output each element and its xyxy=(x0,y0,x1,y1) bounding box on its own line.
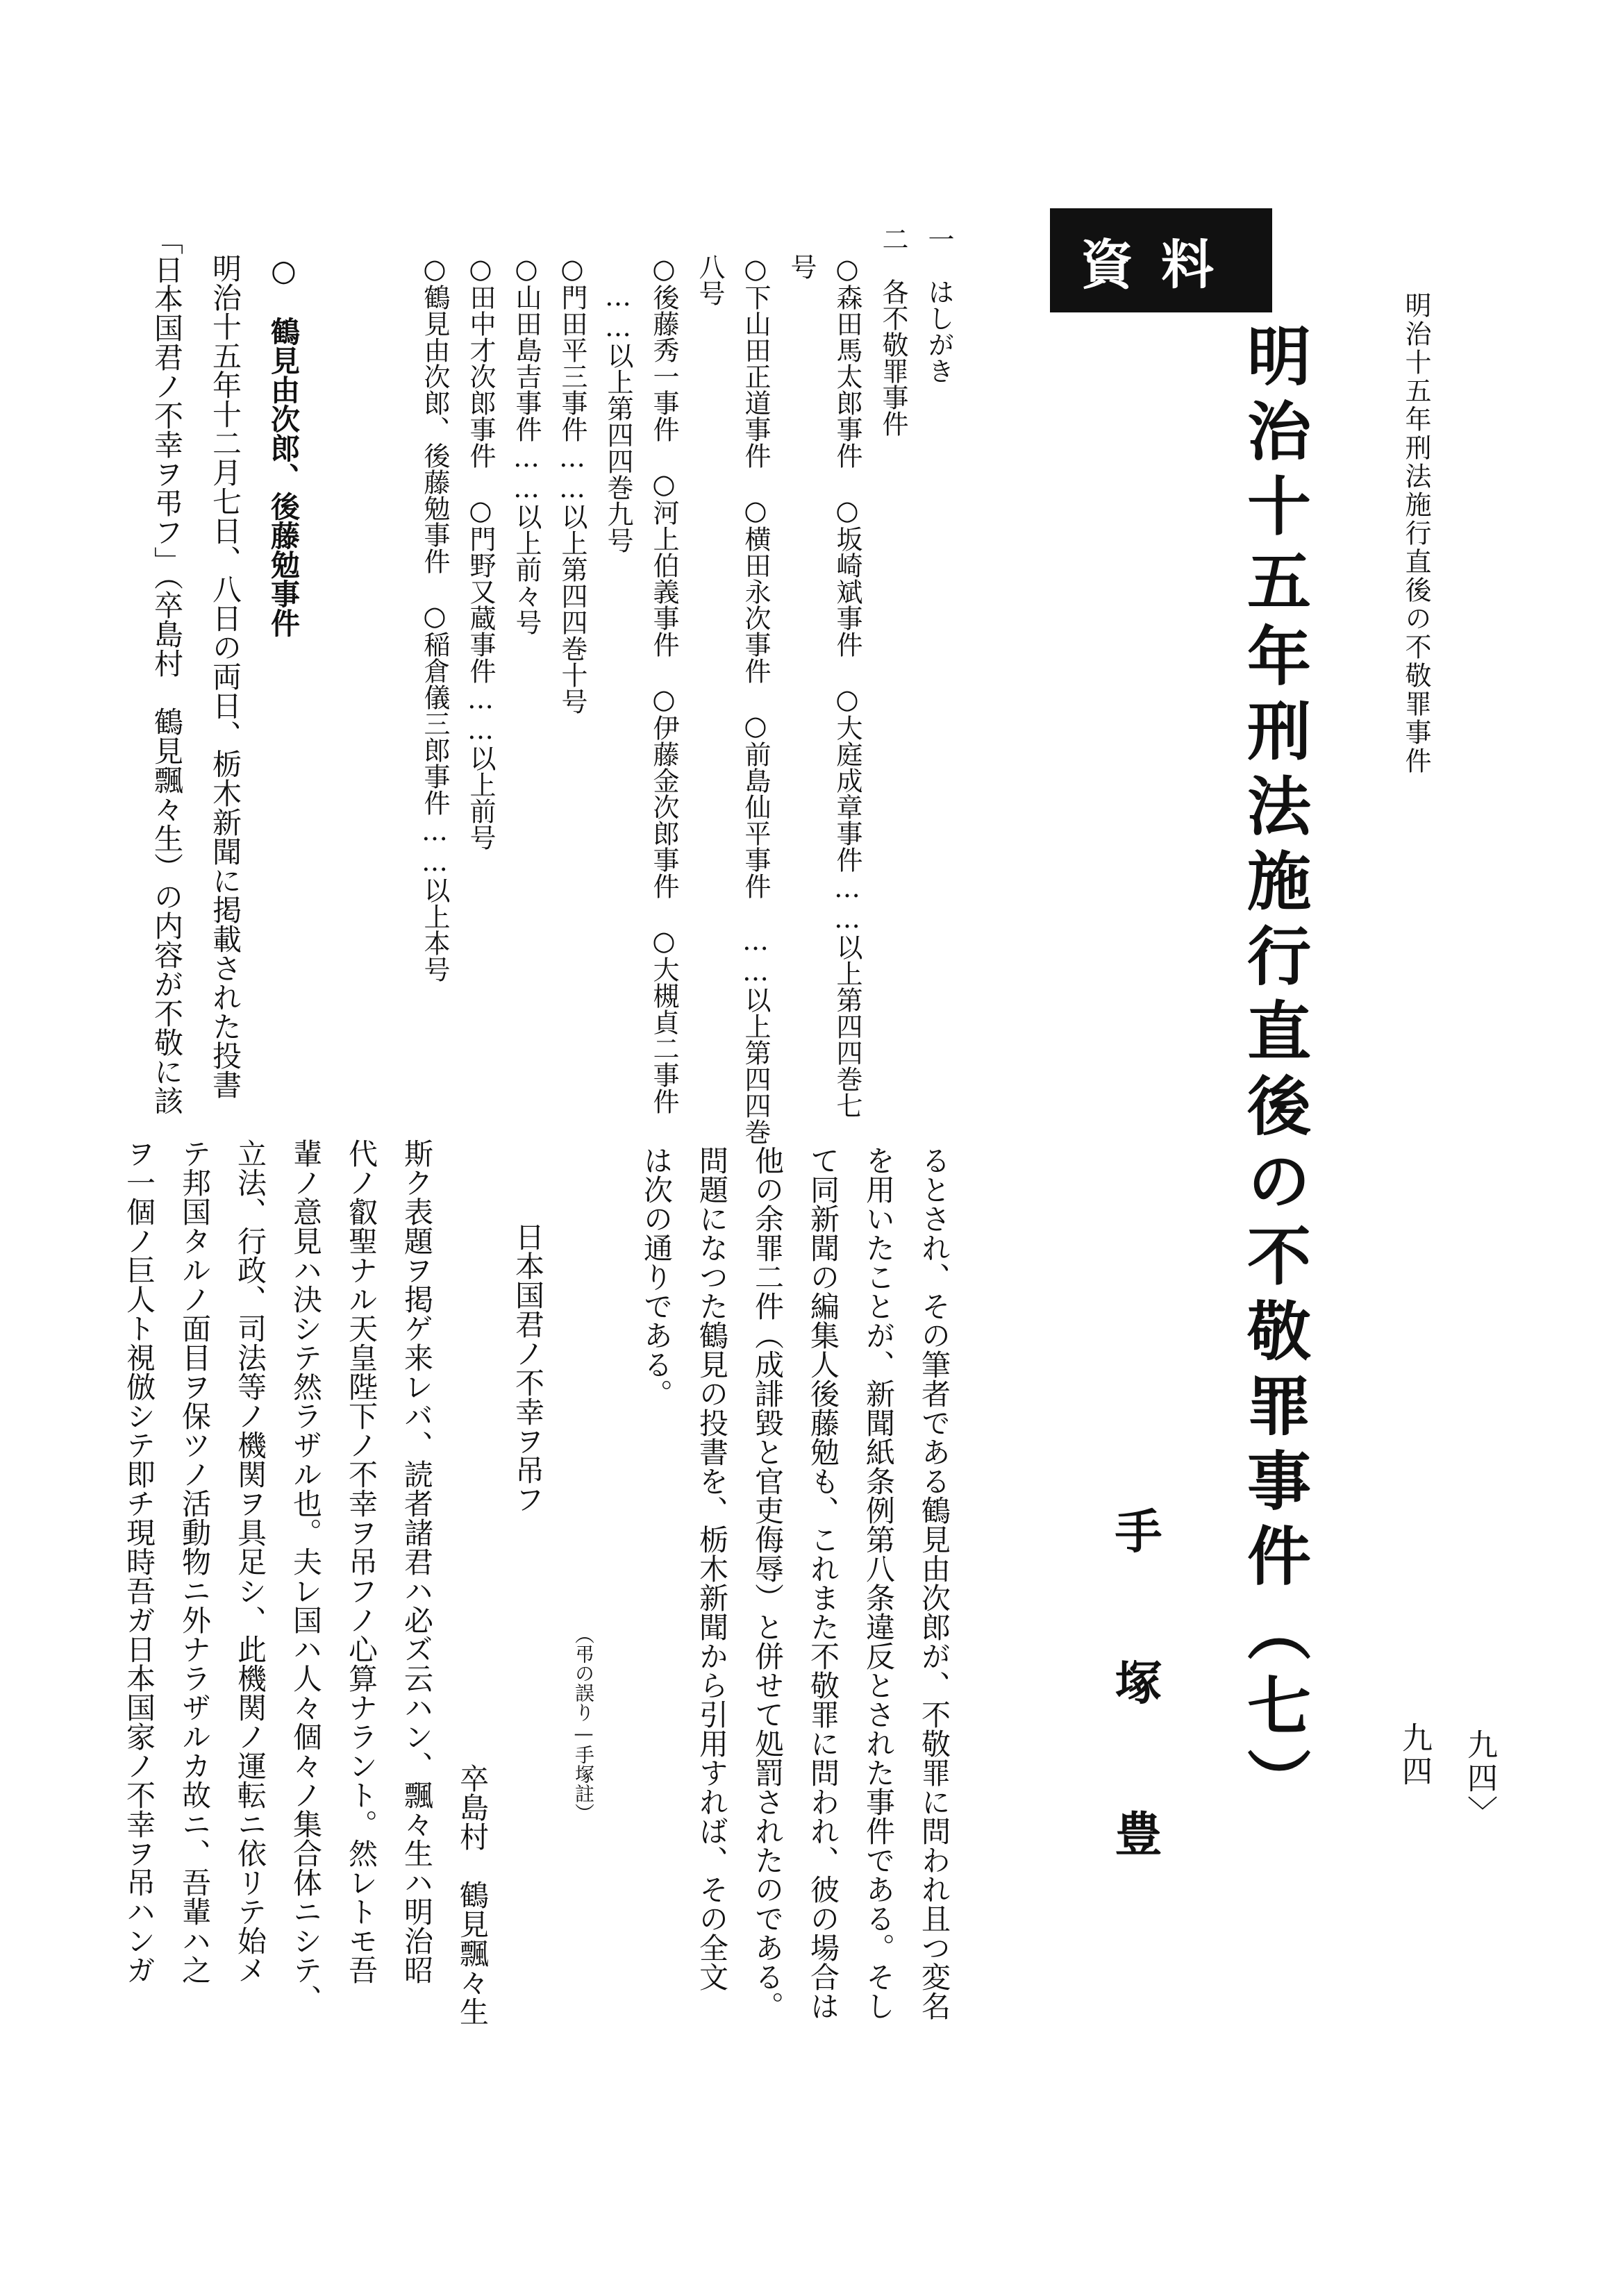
toc-item: 八号 xyxy=(694,253,725,306)
running-head: 明治十五年刑法施行直後の不敬罪事件 xyxy=(1401,292,1431,776)
body-line: 問題になつた鶴見の投書を、栃木新聞から引用すれば、その全文 xyxy=(695,1146,729,1991)
body-line: て同新聞の編集人後藤勉も、これまた不敬罪に問われ、彼の場合は xyxy=(806,1146,840,2020)
author-name: 手塚豊 xyxy=(1107,1507,1162,1961)
quote-line: 斯ク表題ヲ掲ゲ来レバ、読者諸君ハ必ズ云ハン、飄々生ハ明治昭 xyxy=(400,1139,434,1984)
page-number-bracketed: 九四〉 xyxy=(1462,1729,1497,1829)
quote-line: 輩ノ意見ハ決シテ然ラザル也。夫レ国ハ人々個々ノ集合体ニシテ、 xyxy=(289,1139,323,2013)
quote-line: 立法、行政、司法等ノ機関ヲ具足シ、此機関ノ運転ニ依リテ始メ xyxy=(233,1139,267,1984)
section-badge-label: 資料 xyxy=(1081,233,1242,296)
section-line: 明治十五年十二月七日、八日の両日、栃木新聞に掲載された投書 xyxy=(208,253,242,1099)
quote-line: 代ノ叡聖ナル天皇陛下ノ不幸ヲ吊フノ心算ナラント。然レトモ吾 xyxy=(344,1139,378,1984)
body-line: を用いたことが、新聞紙条例第八条違反とされた事件である。そし xyxy=(862,1146,896,2020)
page-number: 九四 xyxy=(1396,1722,1432,1788)
table-of-contents xyxy=(412,226,962,1198)
toc-item: ○田中才次郎事件 ○門野又蔵事件……以上前号 xyxy=(465,253,496,850)
toc-item: 一 はしがき xyxy=(924,226,954,384)
body-line: るとされ、その筆者である鶴見由次郎が、不敬罪に問われ且つ変名 xyxy=(917,1146,951,2020)
quote-line: テ邦国タルノ面目ヲ保ツノ活動物ニ外ナラザルカ故ニ、吾輩ハ之 xyxy=(178,1139,212,1984)
toc-item: ○門田平三事件……以上第四四巻十号 xyxy=(557,253,587,714)
toc-item: ……以上第四四巻九号 xyxy=(603,281,633,553)
body-line: は次の通りである。 xyxy=(640,1146,674,1408)
article-title: 明治十五年刑法施行直後の不敬罪事件（七） xyxy=(1237,323,1311,1822)
section-badge xyxy=(1050,208,1272,312)
toc-item: ○鶴見由次郎、後藤勉事件 ○稲倉儀三郎事件……以上本号 xyxy=(419,253,450,982)
intro-body xyxy=(628,1146,962,2187)
toc-item: 号 xyxy=(786,253,817,280)
toc-item: ○山田島吉事件……以上前々号 xyxy=(511,253,542,635)
body-line: 他の余罪二件（成誹毀と官吏侮辱）と併せて処罰されたのである。 xyxy=(751,1146,785,2020)
case-section xyxy=(137,226,312,2239)
quote-byline: 卒島村 鶴見飄々生 xyxy=(456,1763,490,2026)
toc-item: ○森田馬太郎事件 ○坂崎斌事件 ○大庭成章事件……以上第四四巻七 xyxy=(832,253,862,1118)
section-heading: ○ 鶴見由次郎、後藤勉事件 xyxy=(267,253,301,637)
toc-item: 二 各不敬罪事件 xyxy=(878,226,908,437)
quote-line: ヲ一個ノ巨人ト視倣シテ即チ現時吾ガ日本国家ノ不幸ヲ吊ハンガ xyxy=(122,1139,156,1984)
quote-title: 日本国君ノ不幸ヲ吊フ xyxy=(511,1222,545,1514)
toc-item: ○下山田正道事件 ○横田永次事件 ○前島仙平事件 ……以上第四四巻 xyxy=(740,253,771,1145)
quote-note: （弔の誤り—手塚註） xyxy=(572,1625,595,1822)
section-line: 「日本国君ノ不幸ヲ弔フ」（卒島村 鶴見飄々生）の内容が不敬に該 xyxy=(150,226,184,1115)
toc-item: ○後藤秀一事件 ○河上伯義事件 ○伊藤金次郎事件 ○大槻貞二事件 xyxy=(649,253,679,1114)
